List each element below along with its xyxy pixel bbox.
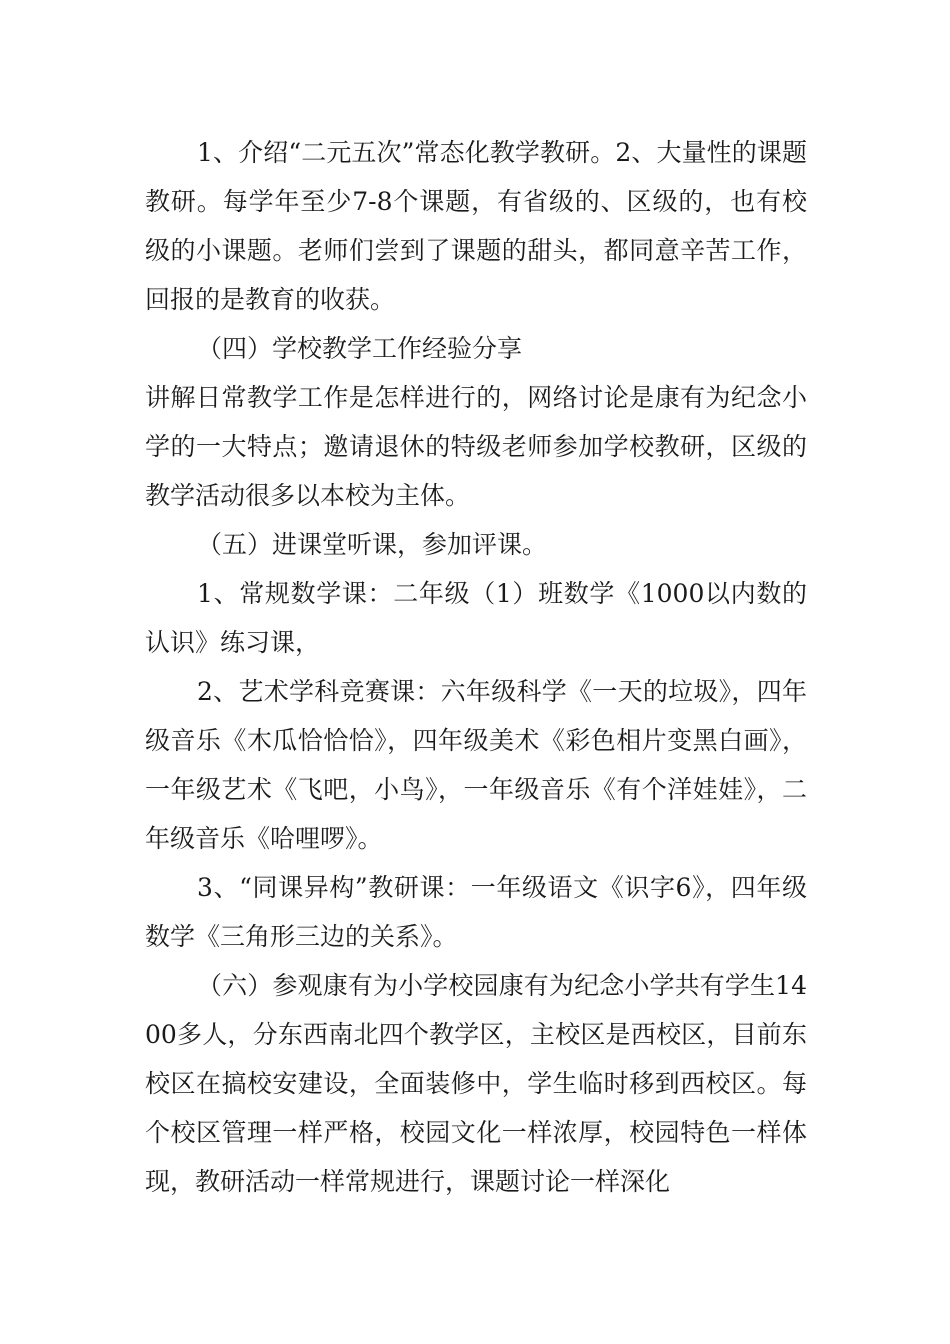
section-heading-5: （五）进课堂听课，参加评课。: [197, 530, 548, 559]
paragraph-5: 1、常规数学课：二年级（1）班数学《1000以内数的认识》练习课，: [145, 579, 807, 657]
paragraph-3: 讲解日常教学工作是怎样进行的，网络讨论是康有为纪念小学的一大特点；邀请退休的特级老师参加学校教研，区级的教学活动很多以本校为主体。: [145, 383, 807, 510]
paragraph-6: 2、艺术学科竞赛课：六年级科学《一天的垃圾》，四年级音乐《木瓜恰恰恰》，四年级美术《彩色相片变黑白画》，一年级艺术《飞吧，小鸟》，一年级音乐《有个洋娃娃》，二年级音乐《哈哩啰》。: [145, 677, 807, 853]
paragraph-7: 3、“同课异构”教研课：一年级语文《识字6》，四年级数学《三角形三边的关系》。: [145, 873, 807, 951]
section-heading-4: （四）学校教学工作经验分享: [197, 334, 523, 363]
paragraph-8: （六）参观康有为小学校园康有为纪念小学共有学生1400多人，分东西南北四个教学区，主校区是西校区，目前东校区在搞校安建设，全面装修中，学生临时移到西校区。每个校区管理一样严格，校园文化一样浓厚，校园特色一样体现，教研活动一样常规进行，课题讨论一样深化: [145, 971, 807, 1196]
document-page: [145, 128, 807, 1206]
paragraph-1: 1、介绍“二元五次”常态化教学教研。2、大量性的课题教研。每学年至少7-8个课题，有省级的、区级的，也有校级的小课题。老师们尝到了课题的甜头，都同意辛苦工作，回报的是教育的收获。: [145, 138, 807, 314]
